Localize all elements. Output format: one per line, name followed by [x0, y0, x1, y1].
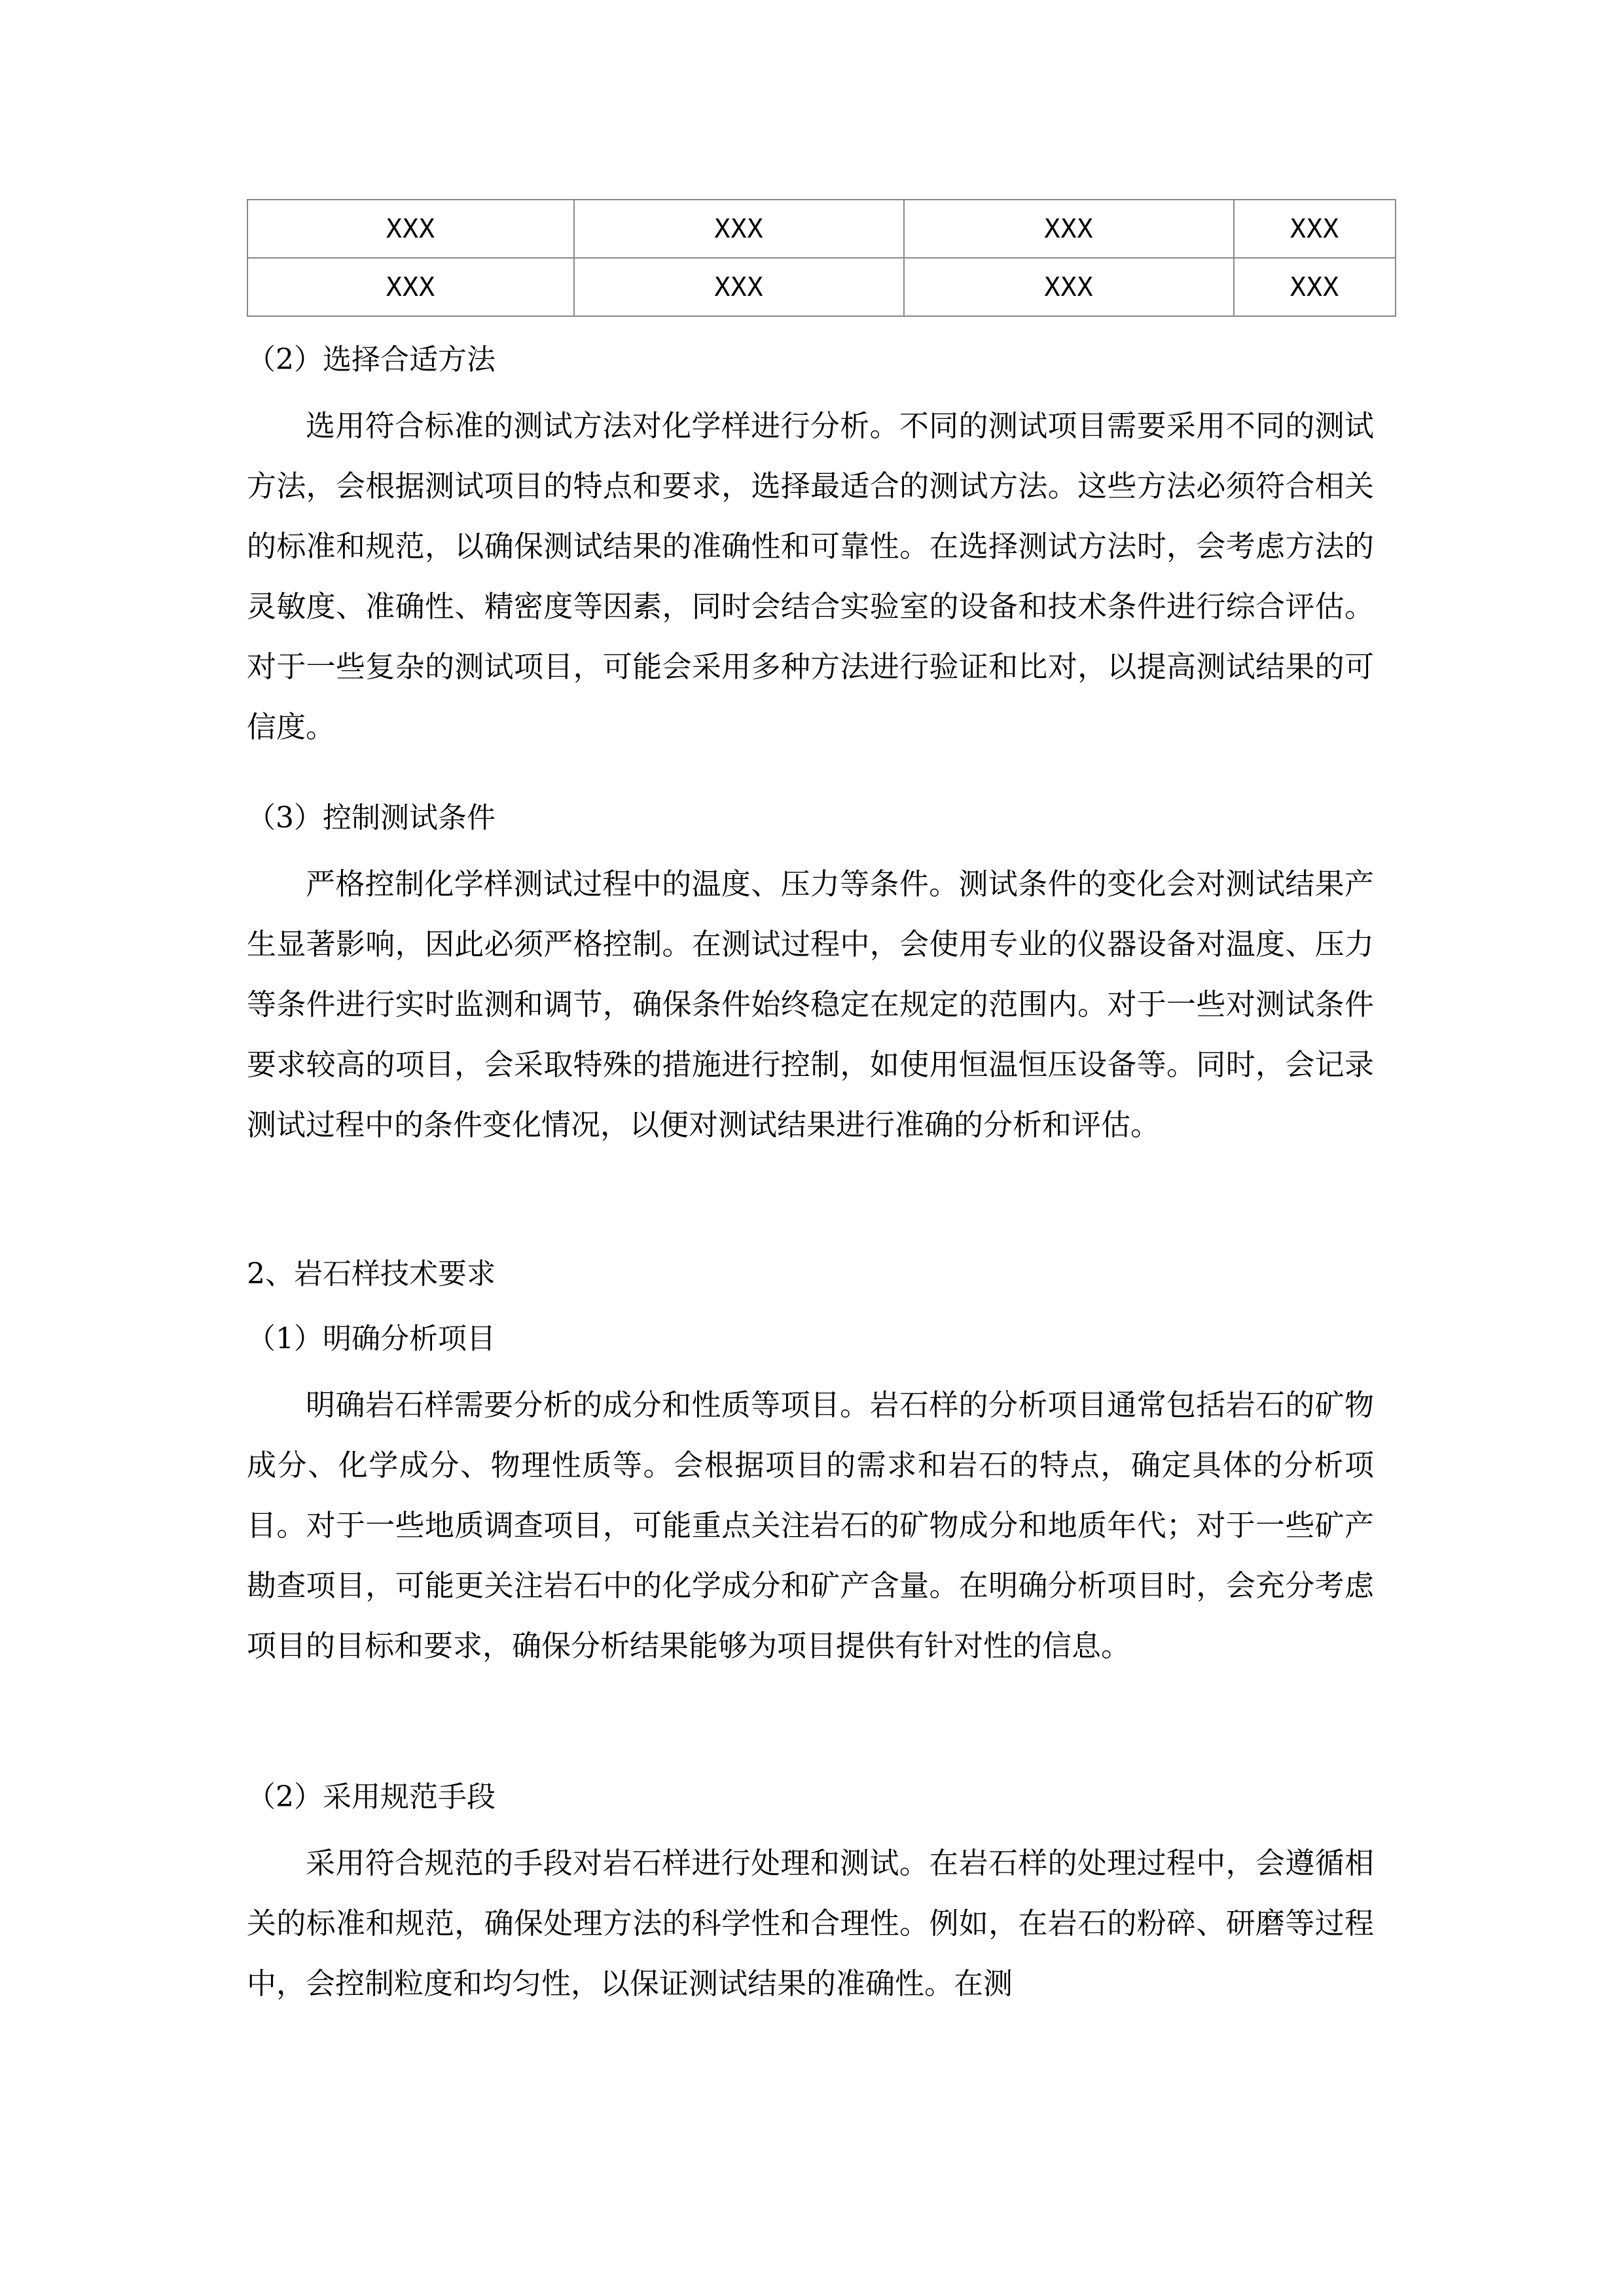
table-cell: XXX: [574, 258, 904, 316]
table-cell: XXX: [904, 200, 1234, 258]
table-cell: XXX: [904, 258, 1234, 316]
section-heading-select-method: （2）选择合适方法: [247, 343, 496, 376]
paragraph-analysis-items: [247, 1375, 1374, 1676]
table-row: [247, 258, 1396, 316]
table-cell: XXX: [247, 258, 574, 316]
section-heading-control-conditions: （3）控制测试条件: [247, 801, 496, 834]
table-cell: XXX: [247, 200, 574, 258]
table-row: [247, 200, 1396, 258]
paragraph-text: 采用符合规范的手段对岩石样进行处理和测试。在岩石样的处理过程中，会遵循相关的标准和规范，确保处理方法的科学性和合理性。例如，在岩石的粉碎、研磨等过程中，会控制粒度和均匀性，以保证测试结果的准确性。在测: [247, 1846, 1374, 2001]
section-heading-standard-means: （2）采用规范手段: [247, 1780, 496, 1814]
paragraph-select-method: [247, 396, 1374, 757]
table-cell: XXX: [1234, 200, 1396, 258]
table-cell: XXX: [574, 200, 904, 258]
section-heading-analysis-items: （1）明确分析项目: [247, 1322, 496, 1355]
table-cell: XXX: [1234, 258, 1396, 316]
paragraph-standard-means: [247, 1833, 1374, 2014]
section-heading-rock-sample: 2、岩石样技术要求: [247, 1257, 496, 1291]
paragraph-text: 严格控制化学样测试过程中的温度、压力等条件。测试条件的变化会对测试结果产生显著影响，因此必须严格控制。在测试过程中，会使用专业的仪器设备对温度、压力等条件进行实时监测和调节，确保条件始终稳定在规定的范围内。对于一些对测试条件要求较高的项目，会采取特殊的措施进行控制，如使用恒温恒压设备等。同时，会记录测试过程中的条件变化情况，以便对测试结果进行准确的分析和评估。: [247, 867, 1374, 1142]
paragraph-text: 选用符合标准的测试方法对化学样进行分析。不同的测试项目需要采用不同的测试方法，会根据测试项目的特点和要求，选择最适合的测试方法。这些方法必须符合相关的标准和规范，以确保测试结果的准确性和可靠性。在选择测试方法时，会考虑方法的灵敏度、准确性、精密度等因素，同时会结合实验室的设备和技术条件进行综合评估。对于一些复杂的测试项目，可能会采用多种方法进行验证和比对，以提高测试结果的可信度。: [247, 408, 1374, 744]
paragraph-control-conditions: [247, 854, 1374, 1155]
data-table: [247, 199, 1396, 317]
paragraph-text: 明确岩石样需要分析的成分和性质等项目。岩石样的分析项目通常包括岩石的矿物成分、化学成分、物理性质等。会根据项目的需求和岩石的特点，确定具体的分析项目。对于一些地质调查项目，可能重点关注岩石的矿物成分和地质年代；对于一些矿产勘查项目，可能更关注岩石中的化学成分和矿产含量。在明确分析项目时，会充分考虑项目的目标和要求，确保分析结果能够为项目提供有针对性的信息。: [247, 1388, 1374, 1663]
